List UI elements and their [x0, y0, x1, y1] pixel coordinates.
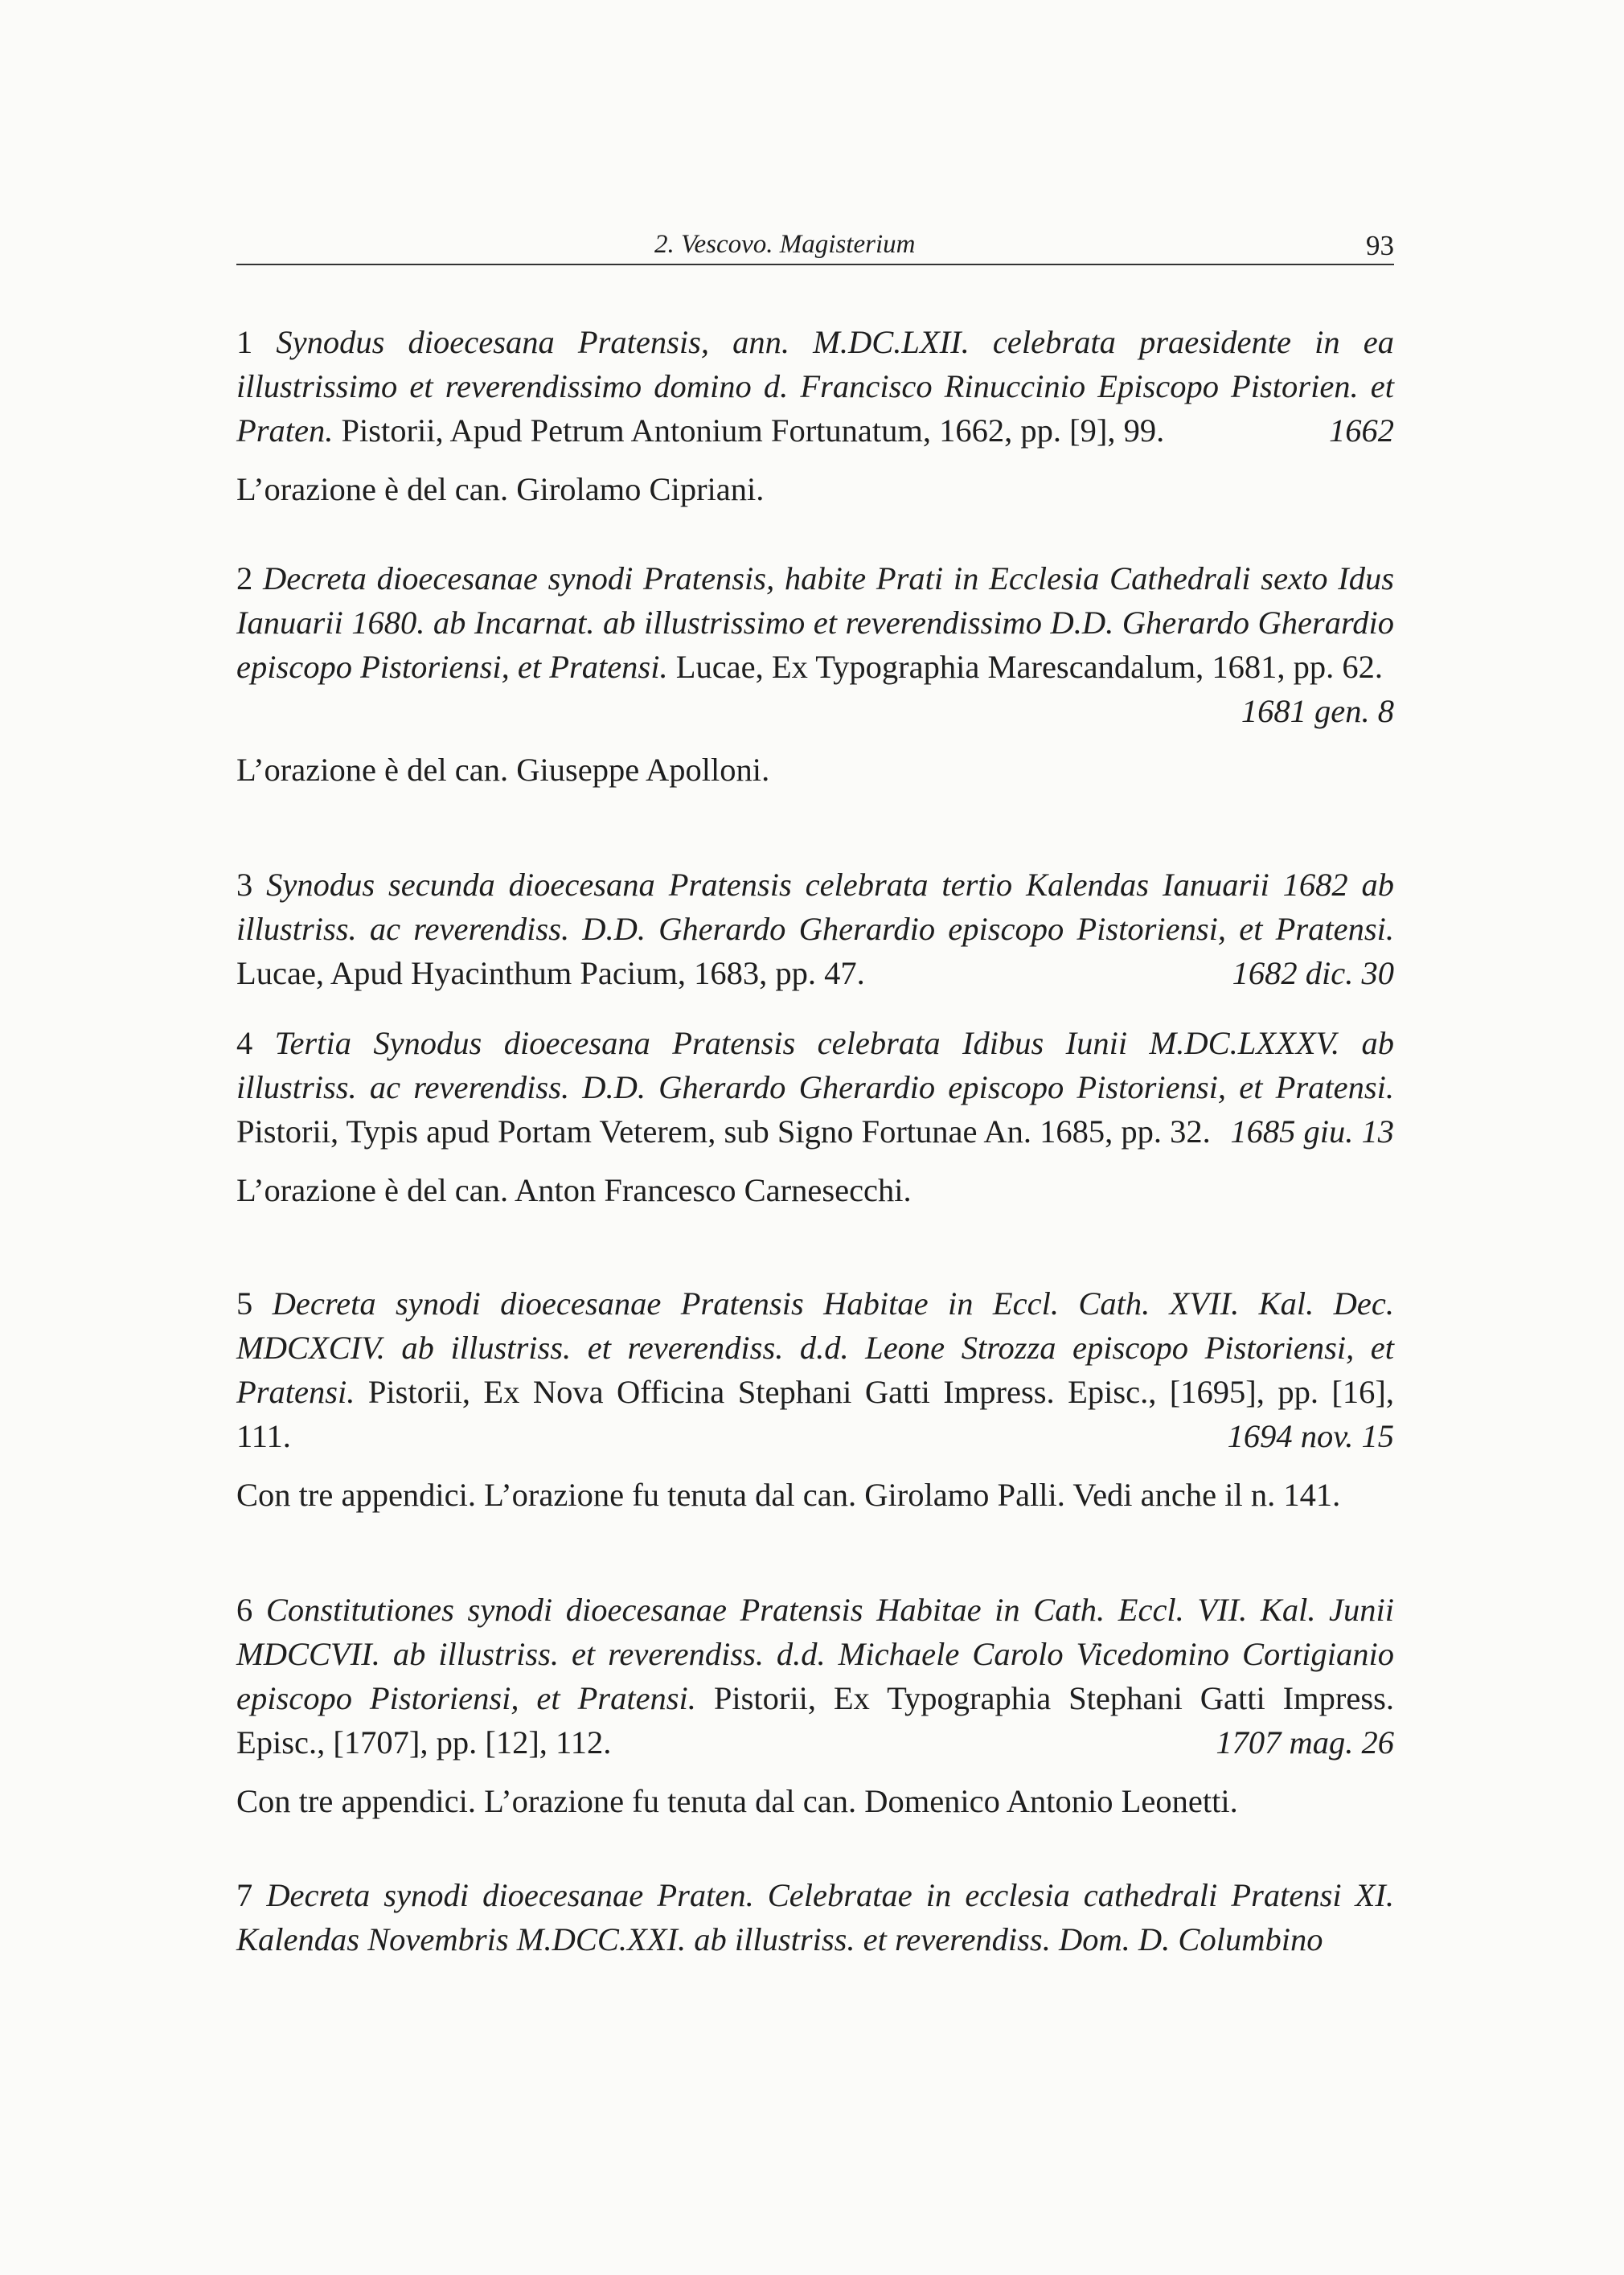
entry-note: Con tre appendici. L’orazione fu tenuta dal can. Girolamo Palli. Vedi anche il n. 141. — [236, 1477, 1341, 1513]
entry-number: 1 — [236, 324, 253, 360]
entry-note: L’orazione è del can. Anton Francesco Carnesecchi. — [236, 1172, 912, 1208]
entry-title: Synodus dioecesana Pratensis, ann. M.DC.LXII. celebrata praesidente in ea illustrissimo et reverendissimo domino d. Francisco Rinuccinio Episcopo Pistorien. et Praten. — [236, 324, 1395, 449]
entry-imprint: Pistorii, Ex Nova Officina Stephani Gatti Impress. Episc., [1695], pp. [16], 111. — [236, 1374, 1394, 1454]
entry-number: 3 — [236, 867, 253, 903]
entry-citation — [236, 320, 1394, 453]
entry-imprint: Lucae, Apud Hyacinthum Pacium, 1683, pp. 47. — [236, 955, 865, 991]
entry-date: 1707 mag. 26 — [1216, 1724, 1394, 1761]
entry-note: L’orazione è del can. Girolamo Cipriani. — [236, 471, 765, 507]
entry-title: Tertia Synodus dioecesana Pratensis celebrata Idibus Iunii M.DC.LXXXV. ab illustriss. ac reverendiss. D.D. Gherardo Gherardio episcopo Pistoriensi, et Pratensi. — [236, 1025, 1395, 1105]
entry-title: Decreta dioecesanae synodi Pratensis, habite Prati in Ecclesia Cathedrali sexto Idus Ianuarii 1680. ab Incarnat. ab illustrissimo et reverendissimo D.D. Gherardo Gherardio episcopo Pistoriensi, et Pratensi. — [236, 560, 1395, 685]
page-header — [236, 225, 1394, 265]
entry-citation — [236, 1021, 1394, 1154]
entry-citation — [236, 1588, 1394, 1765]
entry-date: 1681 gen. 8 — [1241, 693, 1394, 729]
entry-4 — [236, 1021, 1394, 1212]
entry-imprint: Pistorii, Apud Petrum Antonium Fortunatum, 1662, pp. [9], 99. — [341, 412, 1165, 449]
entry-note: Con tre appendici. L’orazione fu tenuta dal can. Domenico Antonio Leonetti. — [236, 1783, 1238, 1819]
entry-title: Synodus secunda dioecesana Pratensis celebrata tertio Kalendas Ianuarii 1682 ab illustriss. ac reverendiss. D.D. Gherardo Gherardio episcopo Pistoriensi, et Pratensi. — [236, 867, 1394, 947]
entry-number: 2 — [236, 560, 253, 596]
entry-title: Decreta synodi dioecesanae Praten. Celebratae in ecclesia cathedrali Pratensi XI. Kalendas Novembris M.DCC.XXI. ab illustriss. et reverendiss. Dom. D. Columbino — [236, 1877, 1394, 1957]
entry-citation — [236, 1873, 1394, 1961]
entry-6 — [236, 1588, 1394, 1823]
entry-2 — [236, 556, 1394, 792]
entry-3 — [236, 863, 1394, 995]
entry-7 — [236, 1873, 1394, 1961]
page-number: 93 — [1366, 230, 1394, 261]
entry-citation — [236, 863, 1394, 995]
entry-imprint: Lucae, Ex Typographia Marescandalum, 1681, pp. 62. — [675, 649, 1383, 685]
entry-date: 1682 dic. 30 — [1232, 955, 1394, 991]
entry-imprint: Pistorii, Ex Typographia Stephani Gatti Impress. Episc., [1707], pp. [12], 112. — [236, 1680, 1394, 1761]
running-title: 2. Vescovo. Magisterium — [654, 230, 916, 259]
entry-number: 5 — [236, 1285, 253, 1322]
bibliography-entries — [236, 320, 1394, 1961]
entry-number: 6 — [236, 1592, 253, 1628]
entry-citation — [236, 556, 1395, 729]
entry-imprint: Pistorii, Typis apud Portam Veterem, sub Signo Fortunae An. 1685, pp. 32. — [236, 1113, 1211, 1150]
entry-title: Decreta synodi dioecesanae Pratensis Habitae in Eccl. Cath. XVII. Kal. Dec. MDCXCIV. ab illustriss. et reverendiss. d.d. Leone Strozza episcopo Pistoriensi, et Pratensi. — [236, 1285, 1394, 1410]
entry-number: 7 — [236, 1877, 253, 1913]
entry-1 — [236, 320, 1394, 511]
entry-date: 1662 — [1329, 412, 1394, 449]
entry-citation — [236, 1281, 1394, 1458]
entry-date: 1685 giu. 13 — [1230, 1113, 1394, 1150]
entry-date: 1694 nov. 15 — [1227, 1418, 1394, 1454]
entry-note: L’orazione è del can. Giuseppe Apolloni. — [236, 752, 770, 788]
entry-number: 4 — [236, 1025, 253, 1061]
entry-title: Constitutiones synodi dioecesanae Pratensis Habitae in Cath. Eccl. VII. Kal. Junii MDCCVII. ab illustriss. et reverendiss. d.d. Michaele Carolo Vicedomino Cortigianio episcopo Pistoriensi, et Pratensi. — [236, 1592, 1395, 1716]
entry-5 — [236, 1281, 1394, 1517]
